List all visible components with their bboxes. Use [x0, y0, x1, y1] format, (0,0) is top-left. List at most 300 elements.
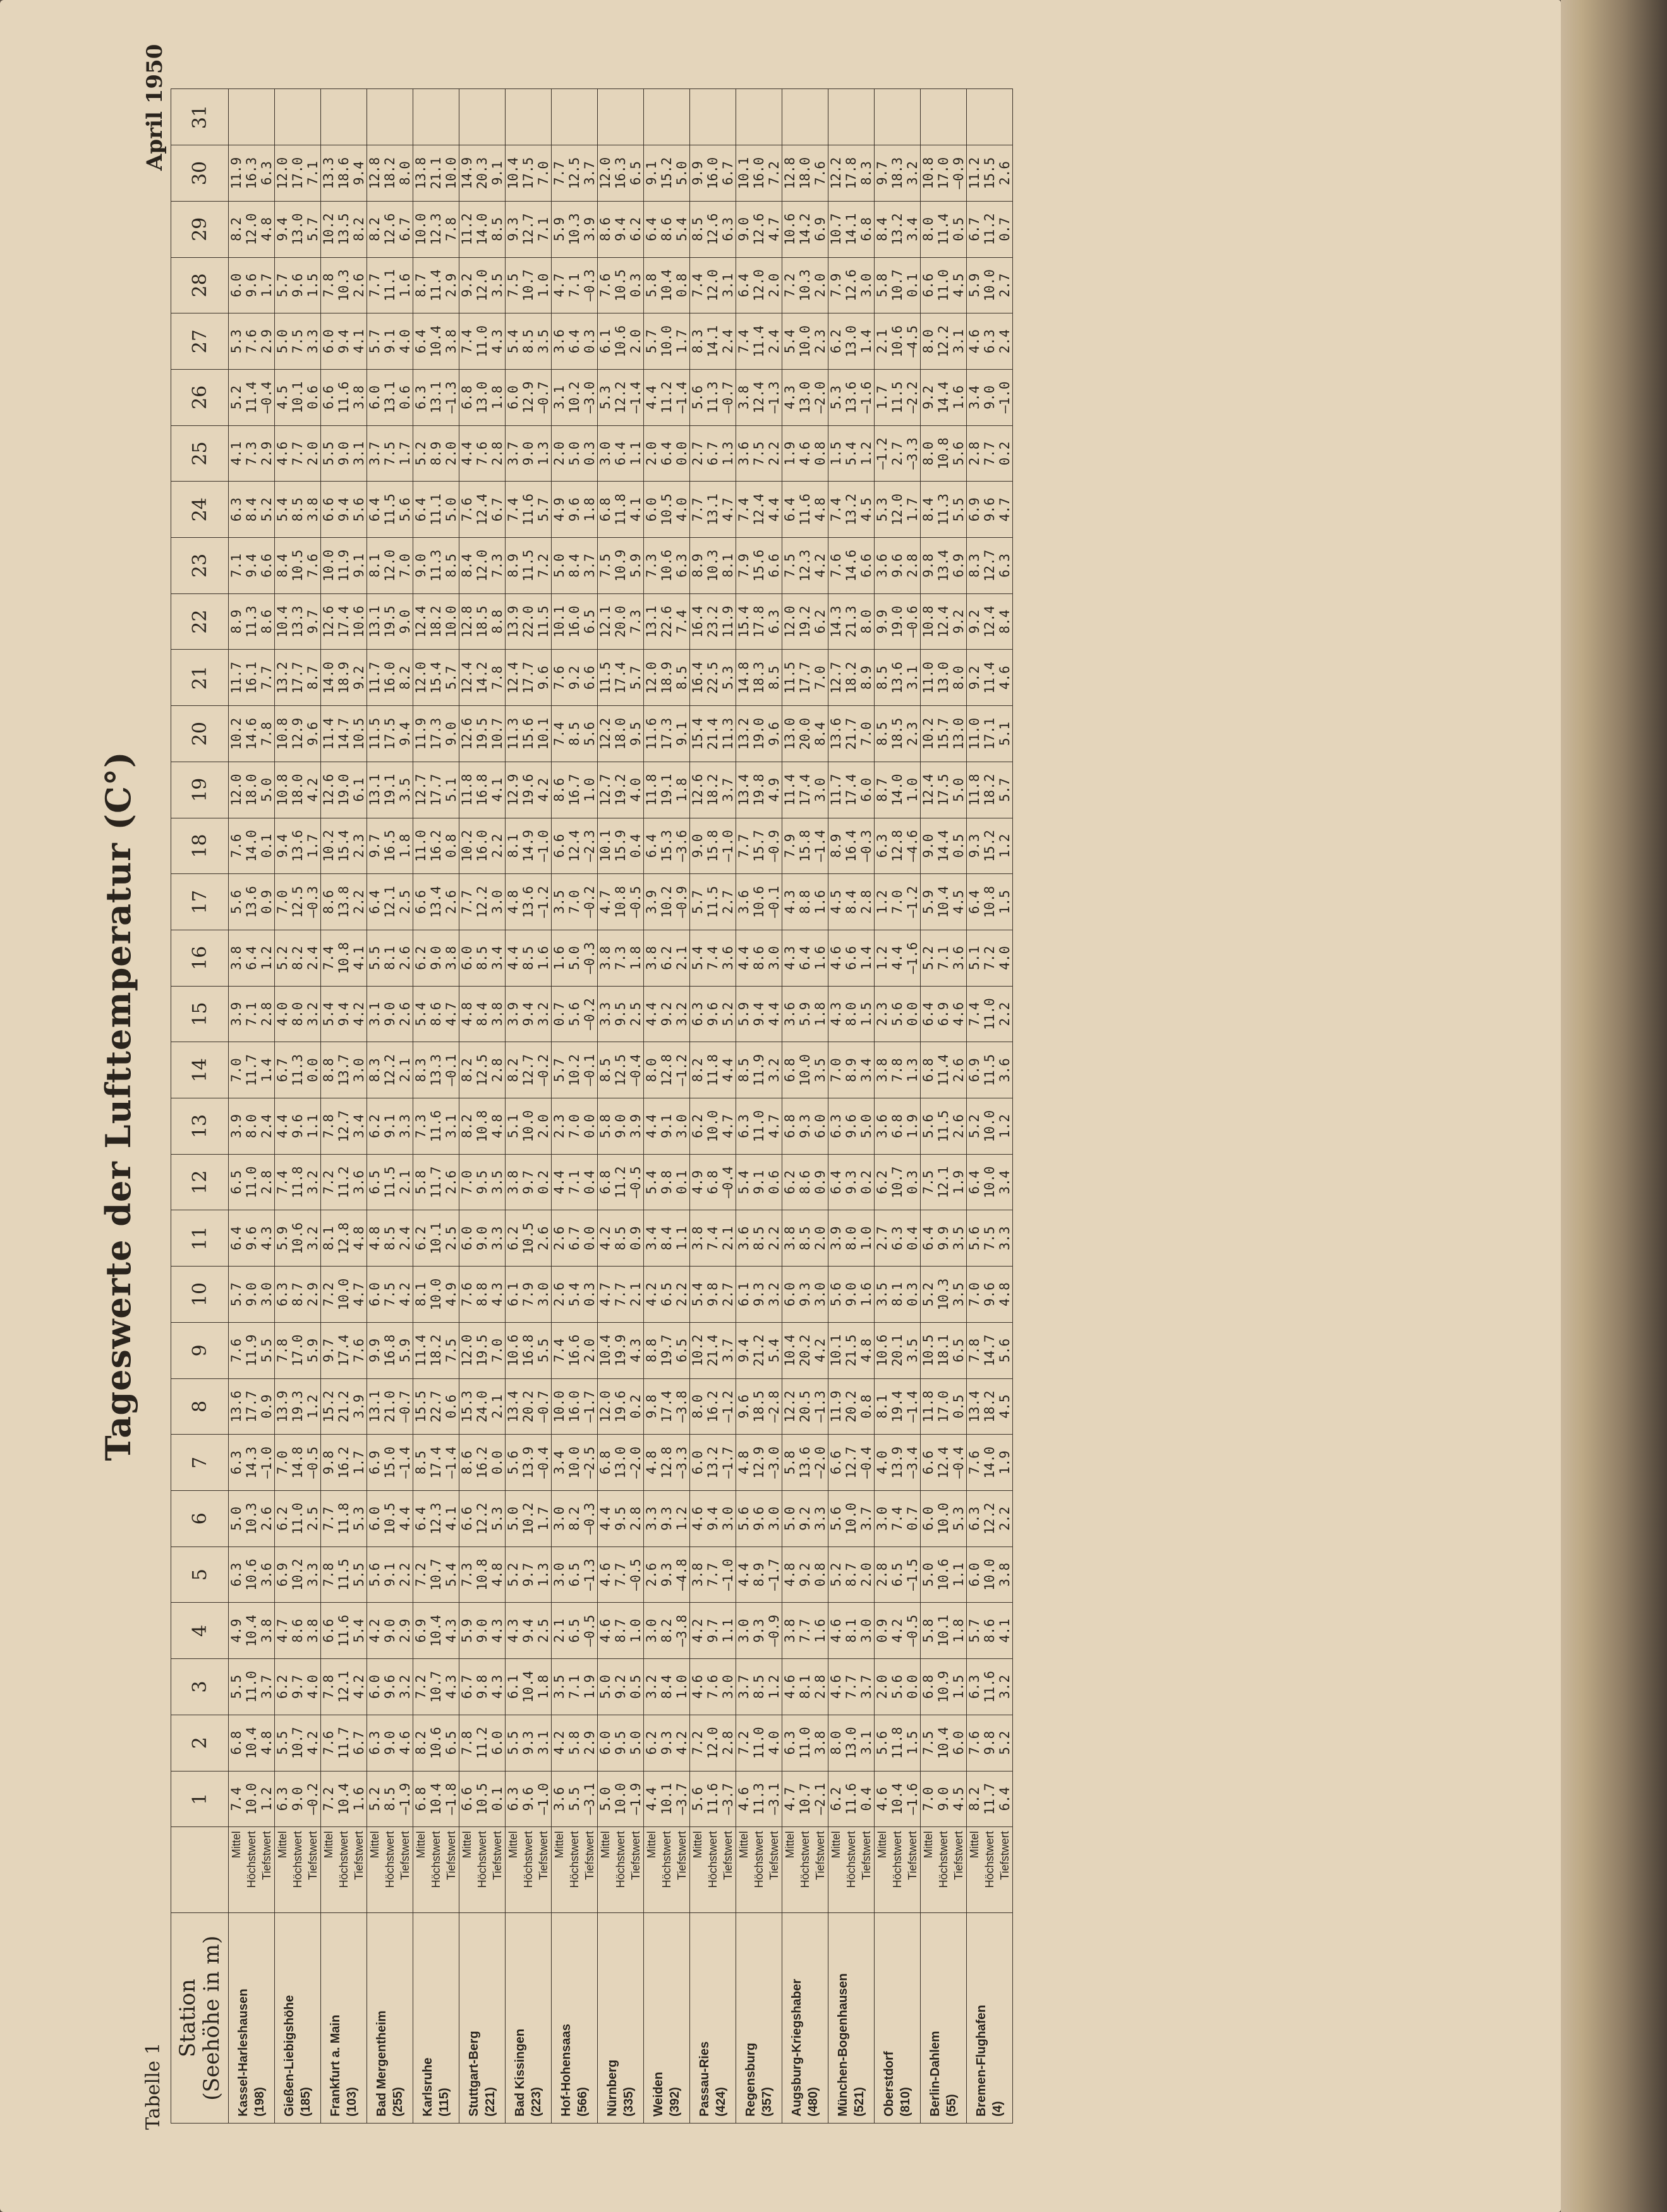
day-value-cell	[921, 874, 967, 930]
day-value-cell	[828, 986, 875, 1042]
temperature-value: 2.7	[890, 441, 905, 466]
temperature-value: 5.0	[567, 441, 582, 466]
temperature-value: 12.4	[751, 381, 767, 414]
temperature-value: 8.6	[797, 1170, 813, 1194]
temperature-value: 10.0	[521, 1110, 536, 1143]
temperature-value: 2.2	[674, 1282, 689, 1307]
temperature-value: 2.0	[644, 441, 659, 466]
temperature-value: 15.2	[321, 1390, 336, 1423]
temperature-value: 4.2	[690, 1619, 705, 1643]
temperature-value: —3.3	[905, 437, 920, 470]
temperature-value: 12.4	[413, 605, 428, 638]
temperature-value: 5.4	[844, 441, 859, 466]
day-value-cell	[321, 1322, 367, 1378]
temperature-value: 10.2	[321, 830, 336, 862]
temperature-value: 17.4	[797, 774, 813, 806]
temperature-value: 10.4	[506, 157, 521, 190]
temperature-value: 6.0	[459, 1226, 475, 1251]
temperature-value: 19.0	[751, 717, 767, 750]
kind-label: Tiefstwert	[583, 1831, 596, 1880]
day-value-cell	[229, 593, 275, 650]
temperature-value: 2.0	[582, 1338, 597, 1363]
station-row	[275, 89, 321, 2124]
temperature-value: 11.6	[982, 1670, 997, 1703]
temperature-value: 14.0	[890, 774, 905, 806]
day-value-cell	[598, 538, 644, 594]
temperature-value: 3.7	[736, 1675, 751, 1699]
temperature-value: 11.0	[413, 830, 428, 862]
temperature-value: 5.3	[720, 665, 736, 690]
temperature-value: 3.6	[259, 1562, 274, 1587]
temperature-value: —0.5	[582, 1614, 597, 1647]
kind-label: Höchstwert	[937, 1831, 950, 1888]
day-value-cell	[413, 1154, 459, 1210]
day-value-cell	[552, 425, 598, 482]
temperature-value: 12.8	[782, 157, 797, 190]
temperature-value: 5.2	[229, 385, 244, 410]
temperature-value: 0.2	[997, 441, 1012, 466]
temperature-value: 8.9	[859, 665, 874, 690]
temperature-value: 4.9	[229, 1619, 244, 1643]
temperature-value: —1.0	[720, 1559, 736, 1591]
day-value-cell	[598, 1042, 644, 1098]
day-value-cell	[644, 201, 690, 257]
day-value-cell	[552, 201, 598, 257]
station-elevation: (255)	[391, 2087, 405, 2117]
temperature-value: 3.8	[997, 1562, 1012, 1587]
temperature-value: 16.4	[690, 662, 705, 694]
temperature-value: 2.9	[444, 273, 459, 298]
temperature-value: 6.3	[967, 1675, 982, 1699]
temperature-value: 3.0	[552, 1562, 567, 1587]
temperature-value: 5.6	[736, 1506, 751, 1531]
day-value-cell	[644, 257, 690, 313]
temperature-value: 3.8	[444, 329, 459, 354]
temperature-value: 7.6	[321, 1730, 336, 1755]
temperature-value: 11.5	[536, 605, 551, 638]
temperature-value: 10.1	[428, 1222, 444, 1255]
temperature-value: 7.5	[382, 1282, 397, 1307]
temperature-value: 10.0	[244, 1783, 259, 1815]
temperature-value: 0.3	[905, 1170, 920, 1194]
day-value-cell	[321, 313, 367, 370]
station-row	[321, 89, 367, 2124]
temperature-value: 10.3	[936, 1278, 951, 1311]
day-header-24: 24	[171, 482, 229, 538]
day-value-cell	[828, 1378, 875, 1435]
temperature-value: 21.5	[844, 1334, 859, 1367]
temperature-value: 4.4	[644, 1787, 659, 1811]
day-value-cell	[921, 538, 967, 594]
temperature-value: 17.0	[936, 157, 951, 190]
day-value-cell	[552, 1042, 598, 1098]
temperature-value: —3.0	[767, 1446, 782, 1479]
temperature-value: 9.4	[736, 1338, 751, 1363]
day-value-cell	[967, 1491, 1013, 1547]
day-value-cell	[690, 1210, 736, 1267]
day-value-cell	[736, 313, 782, 370]
temperature-value: 7.4	[690, 273, 705, 298]
temperature-value: 14.9	[521, 830, 536, 862]
temperature-value: 5.9	[459, 1619, 475, 1643]
day-value-cell	[921, 425, 967, 482]
temperature-value: 7.4	[674, 609, 689, 634]
temperature-value: 7.4	[705, 945, 720, 970]
temperature-value: 4.7	[997, 497, 1012, 522]
temperature-value: 8.1	[506, 834, 521, 858]
temperature-value: 1.8	[951, 1619, 966, 1643]
temperature-value: 3.8	[813, 1730, 828, 1755]
temperature-value: 2.3	[875, 1002, 890, 1026]
station-elevation: (4)	[991, 2101, 1005, 2117]
temperature-value: 11.2	[336, 1166, 351, 1198]
day-value-cell	[690, 593, 736, 650]
day-value-cell	[552, 930, 598, 986]
temperature-value: 12.4	[459, 662, 475, 694]
temperature-value: 6.8	[782, 1058, 797, 1083]
temperature-value: 17.5	[382, 717, 397, 750]
day-value-cell	[413, 1322, 459, 1378]
temperature-value: —0.5	[305, 1446, 320, 1479]
day-value-cell	[690, 986, 736, 1042]
temperature-value: 6.0	[782, 1282, 797, 1307]
day-value-cell	[413, 818, 459, 874]
day-value-cell	[690, 1547, 736, 1603]
day-value-cell	[644, 1098, 690, 1155]
temperature-value: 21.2	[336, 1390, 351, 1423]
day-value-cell	[275, 313, 321, 370]
temperature-value: 17.5	[521, 157, 536, 190]
temperature-value: 7.0	[828, 1058, 844, 1083]
temperature-value: 17.4	[336, 605, 351, 638]
temperature-value: 9.3	[659, 1562, 674, 1587]
temperature-value: 4.5	[859, 497, 874, 522]
temperature-value: 6.3	[275, 1282, 290, 1307]
station-name: Karlsruhe	[421, 2057, 435, 2117]
temperature-value: 6.5	[628, 161, 643, 185]
temperature-value: —1.9	[397, 1783, 413, 1815]
kind-label: Tiefstwert	[768, 1831, 780, 1880]
day-value-cell	[644, 1715, 690, 1771]
temperature-value: 6.0	[229, 273, 244, 298]
day-value-cell	[275, 89, 321, 145]
temperature-value: 7.2	[321, 1787, 336, 1811]
temperature-value: 13.1	[428, 381, 444, 414]
day-value-cell	[506, 650, 552, 706]
temperature-value: 12.1	[336, 1670, 351, 1703]
station-elevation: (223)	[530, 2087, 543, 2117]
temperature-value: —2.2	[905, 381, 920, 414]
temperature-value: 3.1	[905, 665, 920, 690]
kind-cell	[921, 1827, 967, 1913]
temperature-value: 12.3	[428, 1502, 444, 1535]
temperature-value: 9.4	[351, 161, 367, 185]
temperature-value: 2.9	[397, 1619, 413, 1643]
temperature-value: 16.2	[428, 830, 444, 862]
station-name: Berlin-Dahlem	[928, 2031, 942, 2117]
day-value-cell	[598, 650, 644, 706]
temperature-value: 9.0	[336, 441, 351, 466]
station-elevation: (566)	[576, 2087, 590, 2117]
day-value-cell	[828, 1098, 875, 1155]
day-value-cell	[459, 650, 506, 706]
temperature-value: 0.8	[813, 441, 828, 466]
temperature-value: 3.5	[875, 1282, 890, 1307]
temperature-value: 3.8	[305, 1619, 320, 1643]
temperature-value: 6.3	[767, 609, 782, 634]
temperature-value: 0.6	[305, 385, 320, 410]
temperature-value: 17.4	[659, 1390, 674, 1423]
temperature-value: 12.0	[475, 549, 490, 582]
station-name: Augsburg-Kriegshaber	[790, 1979, 804, 2117]
temperature-value: 6.6	[582, 665, 597, 690]
temperature-value: 13.1	[644, 605, 659, 638]
temperature-value: 6.0	[367, 385, 382, 410]
day-header-18: 18	[171, 818, 229, 874]
temperature-value: 0.5	[951, 834, 966, 858]
station-elevation: (357)	[760, 2087, 774, 2117]
temperature-value: 3.4	[905, 217, 920, 241]
temperature-value: 9.4	[275, 834, 290, 858]
temperature-value: 6.0	[367, 1282, 382, 1307]
book-page-edges	[1561, 0, 1667, 2212]
temperature-value: 9.6	[536, 665, 551, 690]
temperature-value: —1.6	[905, 1783, 920, 1815]
day-value-cell	[875, 930, 921, 986]
temperature-value: 6.6	[321, 1619, 336, 1643]
temperature-value: 3.5	[905, 1338, 920, 1363]
temperature-value: 1.9	[582, 1675, 597, 1699]
temperature-value: 19.6	[521, 774, 536, 806]
day-value-cell	[967, 706, 1013, 762]
day-value-cell	[921, 1098, 967, 1155]
day-value-cell	[367, 1715, 413, 1771]
temperature-value: 3.1	[552, 385, 567, 410]
day-header-14: 14	[171, 1042, 229, 1098]
day-value-cell	[736, 257, 782, 313]
temperature-value: 4.7	[720, 497, 736, 522]
temperature-value: 9.8	[982, 1730, 997, 1755]
temperature-value: 10.5	[921, 1334, 936, 1367]
temperature-value: 7.1	[567, 273, 582, 298]
temperature-value: 10.1	[536, 717, 551, 750]
temperature-value: 1.5	[828, 441, 844, 466]
station-name: Weiden	[652, 2072, 665, 2117]
temperature-value: 7.6	[351, 1338, 367, 1363]
temperature-value: 5.1	[967, 945, 982, 970]
temperature-value: 10.0	[982, 1559, 997, 1591]
temperature-value: 12.4	[475, 493, 490, 526]
temperature-value: 12.2	[782, 1390, 797, 1423]
temperature-value: 8.5	[767, 665, 782, 690]
day-value-cell	[275, 650, 321, 706]
day-value-cell	[921, 145, 967, 202]
day-value-cell	[367, 986, 413, 1042]
temperature-value: 13.0	[844, 1727, 859, 1759]
temperature-value: 13.3	[321, 157, 336, 190]
kind-cell	[552, 1827, 598, 1913]
day-value-cell	[875, 425, 921, 482]
day-value-cell	[552, 1491, 598, 1547]
day-value-cell	[506, 1603, 552, 1659]
kind-label: Tiefstwert	[260, 1831, 273, 1880]
station-row	[506, 89, 552, 2124]
temperature-value: 10.3	[705, 549, 720, 582]
temperature-value: 3.9	[229, 1002, 244, 1026]
temperature-value: 7.5	[506, 273, 521, 298]
kind-cell	[967, 1827, 1013, 1913]
temperature-value: 11.6	[336, 1614, 351, 1647]
temperature-value: 2.6	[552, 1282, 567, 1307]
temperature-value: 16.2	[475, 1446, 490, 1479]
day-value-cell	[275, 145, 321, 202]
temperature-value: 13.0	[951, 717, 966, 750]
temperature-value: 12.3	[797, 549, 813, 582]
temperature-value: 7.1	[936, 945, 951, 970]
temperature-value: 10.4	[936, 1727, 951, 1759]
day-value-cell	[506, 874, 552, 930]
temperature-value: 9.3	[797, 1282, 813, 1307]
day-value-cell	[321, 89, 367, 145]
temperature-value: 2.0	[552, 441, 567, 466]
temperature-value: 6.4	[967, 1170, 982, 1194]
temperature-value: 19.5	[382, 605, 397, 638]
day-value-cell	[644, 1547, 690, 1603]
temperature-value: 15.4	[736, 605, 751, 638]
day-value-cell	[229, 482, 275, 538]
temperature-value: 3.9	[506, 1002, 521, 1026]
temperature-value: 7.9	[521, 1282, 536, 1307]
temperature-value: 13.9	[275, 1390, 290, 1423]
temperature-value: 5.4	[690, 1282, 705, 1307]
station-name: Bad Mergentheim	[375, 2010, 389, 2117]
temperature-value: —1.2	[536, 885, 551, 918]
temperature-value: —2.5	[582, 1446, 597, 1479]
temperature-value: 19.4	[890, 1390, 905, 1423]
temperature-value: —0.4	[720, 1166, 736, 1198]
temperature-value: 7.5	[751, 441, 767, 466]
station-cell	[736, 1913, 782, 2124]
temperature-value: 17.4	[613, 662, 628, 694]
temperature-value: 5.4	[444, 1562, 459, 1587]
temperature-value: 0.9	[875, 1619, 890, 1643]
day-value-cell	[736, 930, 782, 986]
day-value-cell	[459, 986, 506, 1042]
temperature-value: 7.5	[782, 553, 797, 578]
station-name: Kassel-Harleshausen	[236, 1988, 250, 2117]
kind-label: Tiefstwert	[491, 1831, 504, 1880]
day-value-cell	[828, 650, 875, 706]
day-value-cell	[782, 538, 828, 594]
temperature-value: 4.5	[997, 1394, 1012, 1419]
station-cell	[967, 1913, 1013, 2124]
temperature-value: 0.0	[582, 1114, 597, 1138]
temperature-value: 3.9	[644, 890, 659, 915]
temperature-value: 9.2	[659, 1002, 674, 1026]
temperature-value: 11.5	[367, 717, 382, 750]
temperature-value: 2.3	[905, 722, 920, 746]
temperature-value: 10.2	[290, 1559, 305, 1591]
temperature-value: 11.7	[336, 1727, 351, 1759]
temperature-value: —0.6	[905, 605, 920, 638]
temperature-value: 4.8	[351, 1226, 367, 1251]
temperature-value: 5.6	[506, 1450, 521, 1475]
temperature-value: 5.9	[736, 1002, 751, 1026]
temperature-value: 8.4	[844, 890, 859, 915]
temperature-value: 13.6	[828, 717, 844, 750]
temperature-value: 1.0	[536, 273, 551, 298]
temperature-value: 6.3	[997, 553, 1012, 578]
day-value-cell	[644, 1154, 690, 1210]
day-value-cell	[413, 1210, 459, 1267]
temperature-value: 3.1	[536, 1730, 551, 1755]
temperature-value: 7.7	[459, 890, 475, 915]
temperature-value: 0.4	[582, 1170, 597, 1194]
temperature-value: 8.7	[290, 1282, 305, 1307]
temperature-value: 19.5	[475, 1334, 490, 1367]
temperature-value: 6.2	[644, 1730, 659, 1755]
elevation-header-label: (Seehöhe in m)	[199, 1935, 224, 2101]
temperature-value: —0.7	[536, 381, 551, 414]
temperature-value: 2.6	[259, 1506, 274, 1531]
temperature-value: 3.3	[305, 1562, 320, 1587]
day-value-cell	[367, 1603, 413, 1659]
temperature-value: 6.8	[229, 1730, 244, 1755]
temperature-value: 10.3	[797, 269, 813, 301]
day-value-cell	[921, 1547, 967, 1603]
temperature-value: 5.5	[536, 1338, 551, 1363]
temperature-value: 13.4	[506, 1390, 521, 1423]
temperature-value: 9.4	[244, 553, 259, 578]
temperature-value: 3.7	[506, 441, 521, 466]
day-value-cell	[644, 1603, 690, 1659]
temperature-value: 7.6	[813, 161, 828, 185]
day-value-cell	[275, 1715, 321, 1771]
temperature-value: 22.5	[705, 662, 720, 694]
temperature-value: —0.9	[674, 885, 689, 918]
temperature-value: 17.0	[290, 1334, 305, 1367]
temperature-value: 8.5	[413, 1450, 428, 1475]
day-value-cell	[506, 1435, 552, 1491]
temperature-value: 7.3	[413, 1114, 428, 1138]
temperature-value: 6.1	[351, 777, 367, 802]
temperature-value: 3.7	[582, 161, 597, 185]
temperature-value: 11.0	[751, 1110, 767, 1143]
temperature-value: 7.8	[321, 1675, 336, 1699]
temperature-value: 4.8	[490, 1562, 505, 1587]
temperature-value: 8.6	[659, 217, 674, 241]
day-value-cell	[828, 257, 875, 313]
temperature-value: 16.0	[382, 662, 397, 694]
temperature-value: 17.4	[844, 774, 859, 806]
temperature-value: 7.3	[628, 609, 643, 634]
temperature-value: 17.8	[751, 605, 767, 638]
temperature-value: —1.0	[536, 1783, 551, 1815]
temperature-value: 8.9	[428, 441, 444, 466]
day-value-cell	[459, 257, 506, 313]
temperature-value: 8.0	[397, 161, 413, 185]
day-value-cell	[413, 369, 459, 425]
station-cell	[644, 1913, 690, 2124]
temperature-value: 12.8	[890, 830, 905, 862]
temperature-value: 5.5	[275, 1730, 290, 1755]
temperature-value: 7.9	[782, 834, 797, 858]
temperature-value: 7.4	[736, 497, 751, 522]
temperature-value: 3.7	[720, 777, 736, 802]
temperature-value: 9.6	[382, 1675, 397, 1699]
day-value-cell	[506, 201, 552, 257]
temperature-value: 7.3	[459, 1562, 475, 1587]
